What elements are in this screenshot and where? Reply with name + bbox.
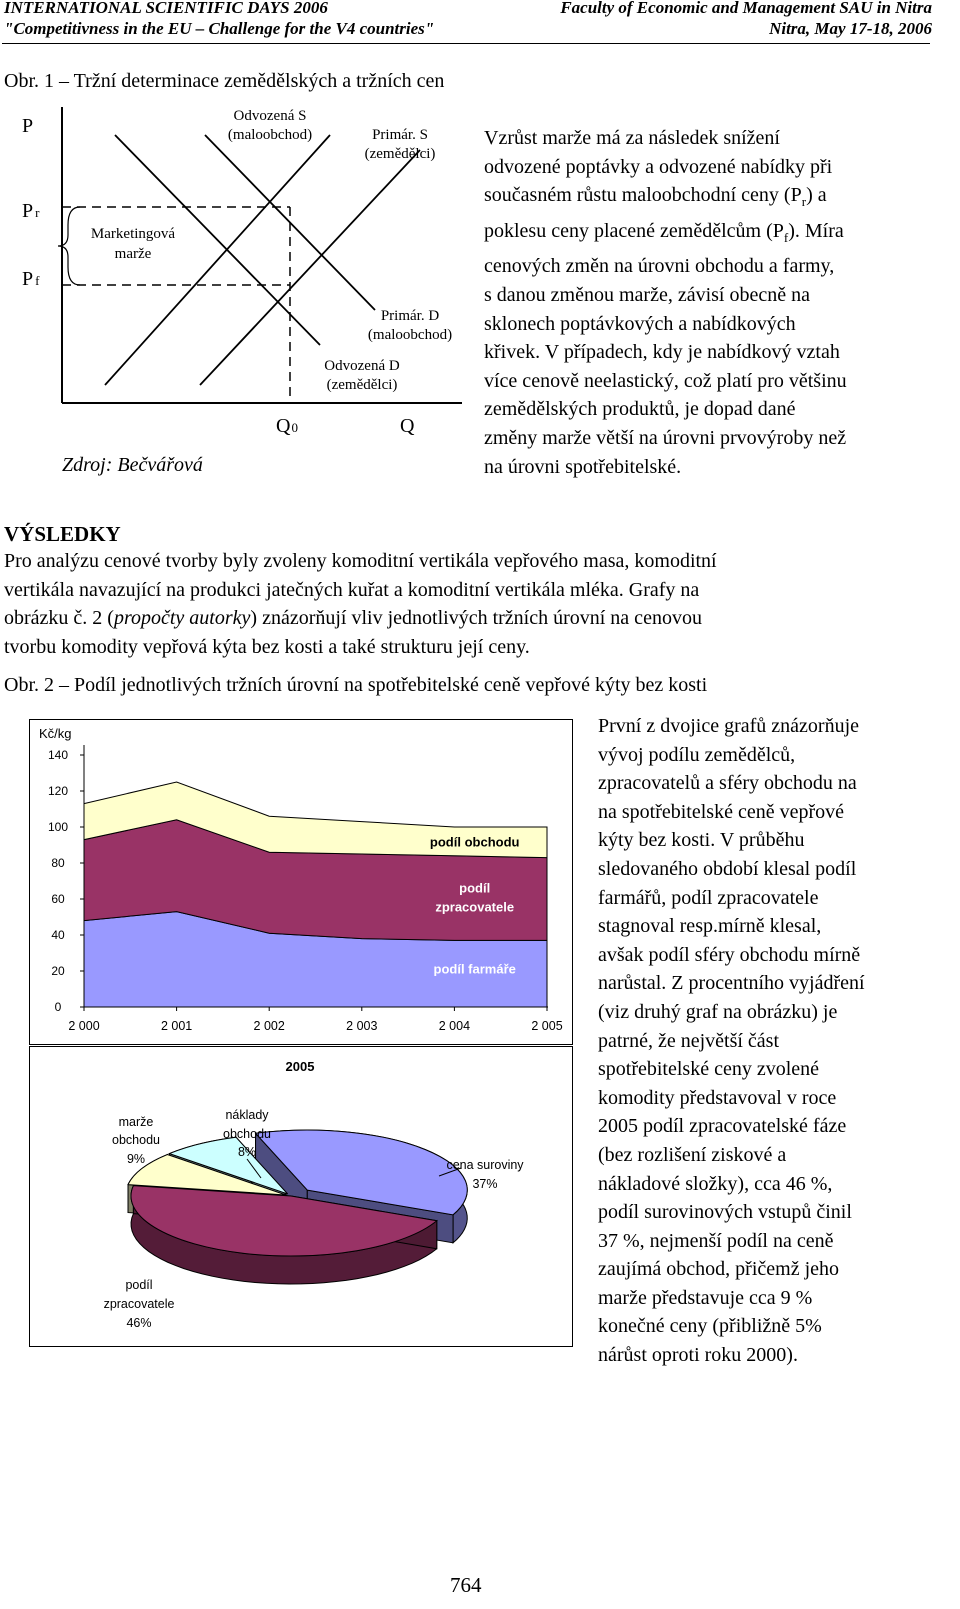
pie-label-naklady-3: 8% xyxy=(237,1145,257,1159)
pie-label-surovina-2: 37% xyxy=(472,1177,498,1191)
pie-label-marze-1: marže xyxy=(118,1115,154,1129)
figure1-caption: Obr. 1 – Tržní determinace zemědělských a tržních cen xyxy=(4,70,445,92)
section-heading-results: VÝSLEDKY xyxy=(4,522,121,546)
x-tick-label: 2 001 xyxy=(160,1019,193,1033)
supply-demand-diagram xyxy=(0,95,475,480)
y-axis-unit: Kč/kg xyxy=(39,726,72,741)
header-date: Nitra, May 17-18, 2006 xyxy=(769,19,932,38)
area-series-label: zpracovatele xyxy=(435,899,515,915)
pie-label-surovina-1: cena suroviny xyxy=(446,1158,524,1172)
curve-primar-s xyxy=(200,150,420,385)
price-farm-label: Pf xyxy=(22,268,40,290)
q0-label: Q0 xyxy=(276,415,298,437)
label-primar-d-1: Primár. D xyxy=(380,308,440,324)
y-tick-label: 20 xyxy=(51,964,65,978)
label-primar-s-2: (zemědělci) xyxy=(364,146,436,162)
pie-label-naklady-1: náklady xyxy=(225,1108,269,1122)
margin-label-line1: Marketingová xyxy=(90,226,176,242)
pie-title: 2005 xyxy=(285,1059,315,1074)
header-conference-subtitle: "Competitivness in the EU – Challenge for the V4 countries" xyxy=(4,19,435,38)
pie-label-zprac-2: zpracovatele xyxy=(103,1297,175,1311)
y-tick-label: 100 xyxy=(47,820,69,834)
pie-chart-2005 xyxy=(29,1046,574,1348)
x-tick-label: 2 002 xyxy=(253,1019,285,1033)
y-tick-label: 40 xyxy=(51,928,65,942)
x-axis-label: Q xyxy=(400,415,415,437)
y-tick-label: 80 xyxy=(51,856,65,870)
label-odvozena-s-1: Odvozená S xyxy=(233,108,307,124)
area-series-label: podíl obchodu xyxy=(429,834,520,850)
pie-label-marze-3: 9% xyxy=(126,1152,146,1166)
pie-label-marze-2: obchodu xyxy=(112,1133,160,1147)
y-tick-label: 60 xyxy=(51,892,65,906)
header-rule xyxy=(2,43,930,44)
y-tick-label: 120 xyxy=(47,784,69,798)
paragraph-results: Pro analýzu cenové tvorby byly zvoleny komoditní vertikála vepřového masa, komoditní vertikála navazující na produkci jatečných kuřat a komoditní vertikála mléka. Grafy na obrázku č. 2 (propočty autorky) znázorňují vliv jednotlivých tržních úrovní na cenovou tvorbu komodity vepřová kýta bez kosti a také strukturu její ceny. xyxy=(4,550,717,658)
area-series-label: podíl farmáře xyxy=(433,961,516,977)
area-series-label: podíl xyxy=(459,880,491,896)
label-primar-s-1: Primár. S xyxy=(372,127,428,143)
x-tick-label: 2 000 xyxy=(68,1019,100,1033)
paragraph-margin-effect: Vzrůst marže má za následek snížení odvozené poptávky a odvozené nabídky při současném růstu maloobchodní ceny $(P_r)$ a poklesu ceny placené zemědělcům $(P_f)$. Míra cenových změn na úrovni obchodu a farmy, s danou změnou marže, závisí obecně na sklonech poptávkových a nabídkových křivek. V případech, kdy je nabídkový vztah více cenově neelastický, což platí pro většinu zemědělských produktů, je dopad dané změny marže větší na úrovni prvovýroby než na úrovni spotřebitelské. xyxy=(484,127,847,478)
y-tick-label: 0 xyxy=(54,1000,62,1014)
x-tick-label: 2 004 xyxy=(438,1019,471,1033)
price-retail-label: Pr xyxy=(22,200,40,222)
figure2-caption: Obr. 2 – Podíl jednotlivých tržních úrovní na spotřebitelské ceně vepřové kýty bez kosti xyxy=(4,674,708,696)
label-odvozena-d-2: (zemědělci) xyxy=(326,377,398,393)
header-faculty: Faculty of Economic and Management SAU in Nitra xyxy=(560,0,932,17)
margin-label-line2: marže xyxy=(114,246,152,262)
y-tick-label: 140 xyxy=(47,748,69,762)
label-primar-d-2: (maloobchod) xyxy=(367,327,453,343)
supply-demand-curves xyxy=(105,135,420,385)
label-odvozena-s-2: (maloobchod) xyxy=(227,127,313,143)
page-number: 764 xyxy=(450,1573,482,1597)
x-tick-label: 2 005 xyxy=(531,1019,563,1033)
header-conference-title: INTERNATIONAL SCIENTIFIC DAYS 2006 xyxy=(4,0,328,17)
y-axis-label: P xyxy=(22,115,34,137)
pie-label-zprac-1: podíl xyxy=(125,1278,153,1292)
x-tick-label: 2 003 xyxy=(346,1019,378,1033)
paragraph-chart-discussion: První z dvojice grafů znázorňuje vývoj podílu zemědělců, zpracovatelů a sféry obchodu na na spotřebitelské ceně vepřové kýty bez kosti. V průběhu sledovaného období klesal podíl farmářů, podíl zpracovatele stagnoval resp.mírně klesal, avšak podíl sféry obchodu mírně narůstal. Z procentního vyjádření (viz druhý graf na obrázku) je patrné, že největší část spotřebitelské ceny zvolené komodity představoval v roce 2005 podíl zpracovatelské fáze (bez rozlišení ziskové a nákladové složky), cca 46 %, podíl surovinových vstupů činil 37 %, nejmenší podíl na ceně zaujímá obchod, přičemž jeho marže představuje cca 9 % konečné ceny (přibližně 5% nárůst oproti roku 2000). xyxy=(598,715,865,1367)
stacked-area-chart xyxy=(29,719,574,1046)
pie-label-naklady-2: obchodu xyxy=(223,1127,271,1141)
figure1-source: Zdroj: Bečvářová xyxy=(62,454,203,476)
label-odvozena-d-1: Odvozená D xyxy=(324,358,400,374)
pie-label-zprac-3: 46% xyxy=(126,1316,152,1330)
